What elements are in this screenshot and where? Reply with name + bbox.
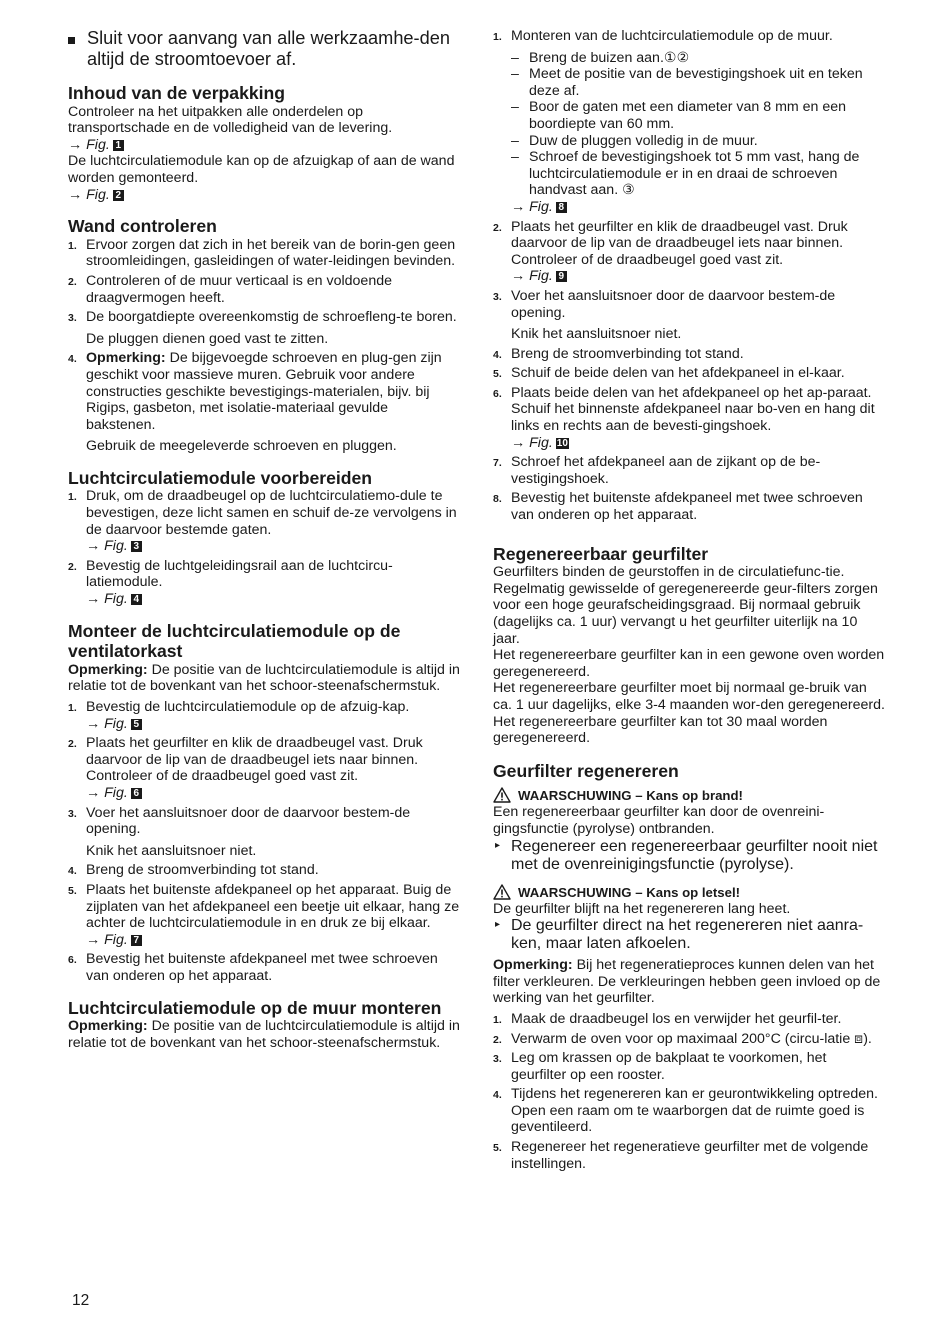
section-mount-on-wall: Luchtcirculatiemodule op de muur monteren Opmerking: De positie van de luchtcirculatiemodule is altijd in relatie tot de bovenkant van het schoor-steenafschermstuk. (68, 997, 460, 1051)
section-title: Luchtcirculatiemodule voorbereiden (68, 467, 373, 488)
list-item: 2. Plaats het geurfilter en klik de draadbeugel vast. Druk daarvoor de lip van de draadbeugel iets naar binnen. Controleer of de draadbeugel goed vast zit. → Fig. 6 (68, 735, 423, 801)
warning-fire: WAARSCHUWING – Kans op brand! (493, 787, 885, 804)
list-item: 1. Bevestig de luchtcirculatiemodule op de afzuig-kap. → Fig. 5 (68, 699, 410, 732)
action-item: ▸ De geurfilter direct na het regenereren niet aanra-ken, maar laten afkoelen. (495, 917, 864, 953)
page-number: 12 (72, 1292, 90, 1309)
section-title: Monteer de luchtcirculatiemodule op de ventilatorkast (68, 620, 401, 662)
list-item: 3. Voer het aansluitsnoer door de daarvoor bestem-de opening. Knik het aansluitsnoer niet. (493, 287, 836, 343)
section-prepare-module (68, 468, 460, 608)
arrow-icon: → (86, 538, 101, 555)
dash-item: – Boor de gaten met een diameter van 8 mm en een boordiepte van 60 mm. (511, 99, 885, 132)
list-item: 1. Monteren van de luchtcirculatiemodule op de muur. – Breng de buizen aan.①② – Meet de positie van de bevestigingshoek uit en teken deze af. – Boor de gaten met een diameter van 8 mm en een boordiepte van 60 mm. – Duw de pluggen volledig in de muur. – Schroef de bevestigingshoek tot 5 mm vast, hang de luchtcirculatiemodule er in en draai de schroeven handvast aan. ③ → Fig. 8 (493, 28, 885, 216)
section-package-contents: Inhoud van de verpakking Controleer na het uitpakken alle onderdelen op transportschade en de volledigheid van de levering. → Fig. 1 De luchtcirculatiemodule kan op de afzuigkap of aan de wand worden gemonteerd. → Fig. 2 (68, 83, 460, 203)
list-item: 4. Breng de stroomverbinding tot stand. (493, 345, 744, 362)
triangle-bullet-icon: ▸ (495, 839, 501, 851)
list-item: 1. Druk, om de draadbeugel op de luchtcirculatiemo-dule te bevestigen, deze licht samen en schuif de-ze vervolgens in de daarvoor bestemde gaten. → Fig. 3 (68, 488, 457, 555)
list-item: 5. Plaats het buitenste afdekpaneel op het apparaat. Buig de zijplaten van het afdekpaneel een beetje uit elkaar, hang ze achter de luchtcirculatiemodule in en druk ze bij elkaar. → Fig. 7 (68, 881, 460, 948)
oven-circulation-icon: ⧈ (854, 1030, 864, 1047)
left-column (68, 28, 460, 1051)
arrow-icon: → (511, 198, 526, 215)
warning-triangle-icon (493, 884, 511, 900)
section-title: Geurfilter regenereren (493, 760, 679, 781)
warning-injury: WAARSCHUWING – Kans op letsel! (493, 884, 885, 901)
arrow-icon: → (68, 186, 83, 203)
list-item: 4. Opmerking: De bijgevoegde schroeven en plug-gen zijn geschikt voor massieve muren. Gebruik voor andere constructies geschikte bevestigings-materialen, bijv. bij Rigips, gasbeton, met isolatie-materiaal gevulde bakstenen. Gebruik de meegeleverde schroeven en pluggen. (68, 350, 442, 455)
list-item: 5. Schuif de beide delen van het afdekpaneel in el-kaar. (493, 365, 845, 382)
dash-item: – Schroef de bevestigingshoek tot 5 mm vast, hang de luchtcirculatiemodule er in en draai de schroeven handvast aan. ③ (511, 149, 885, 199)
section-check-wall (68, 216, 460, 455)
safety-lead: Sluit voor aanvang van alle werkzaamhe-den altijd de stroomtoevoer af. (68, 28, 460, 70)
section-title: Luchtcirculatiemodule op de muur monteren (68, 997, 442, 1018)
list-item: 2. Verwarm de oven voor op maximaal 200°C (circu-latie ⧈). (493, 1030, 872, 1047)
list-item: 8. Bevestig het buitenste afdekpaneel met twee schroeven van onderen op het apparaat. (493, 490, 863, 524)
list-item: 2. Plaats het geurfilter en klik de draadbeugel vast. Druk daarvoor de lip van de draadbeugel iets naar binnen. Controleer of de draadbeugel goed vast zit. → Fig. 9 (493, 218, 848, 285)
section-title: Regenereerbaar geurfilter (493, 543, 709, 564)
warning-triangle-icon (493, 787, 511, 803)
triangle-bullet-icon: ▸ (495, 919, 501, 931)
list-item: 3. Voer het aansluitsnoer door de daarvoor bestem-de opening. Knik het aansluitsnoer niet. (68, 804, 411, 859)
list-item: 2. Bevestig de luchtgeleidingsrail aan de luchtcircu-latiemodule. → Fig. 4 (68, 557, 393, 608)
section-mount-on-fan-housing: Monteer de luchtcirculatiemodule op de ventilatorkast Opmerking: De positie van de luchtcirculatiemodule is altijd in relatie tot de bovenkant van het schoor-steenafschermstuk. 1. Bevestig de luchtcirculatiemodule op de afzuig-kap. → Fig. 5 2. Plaats het geurfilter en klik de draadbeugel vast. Druk daarvoor de lip van de draadbeugel iets naar binnen. Controleer of de draadbeugel goed vast zit. → Fig. 6 3. Voer het aansluitsnoer door de daarvoor bestem-de opening. Knik het aansluitsnoer niet. 4. Breng de stroomverbinding tot stand. 5. Plaats het buitenste afdekpaneel op het apparaat. Buig de zijplaten van het afdekpaneel een beetje uit elkaar, hang ze achter de luchtcirculatiemodule in en druk ze bij elkaar. → Fig. 7 6. Bevestig het buitenste afdekpaneel met twee schroeven van onderen op het apparaat. (68, 620, 460, 984)
arrow-icon: → (86, 931, 101, 948)
square-bullet-icon (68, 37, 75, 44)
list-item: 3. De boorgatdiepte overeenkomstig de schroefleng-te boren. De pluggen dienen goed vast te zitten. (68, 309, 457, 347)
dash-item: – Breng de buizen aan.①② (511, 50, 885, 67)
arrow-icon: → (86, 591, 101, 608)
arrow-icon: → (68, 136, 83, 153)
section-title: Wand controleren (68, 216, 217, 237)
section-wall-mount-steps (493, 28, 885, 524)
list-item: 5. Regenereer het regeneratieve geurfilter met de volgende instellingen. (493, 1139, 869, 1172)
list-item: 4. Breng de stroomverbinding tot stand. (68, 862, 319, 879)
arrow-icon: → (86, 784, 101, 801)
arrow-icon: → (511, 434, 526, 451)
section-title: Inhoud van de verpakking (68, 83, 286, 103)
list-item: 6. Bevestig het buitenste afdekpaneel met twee schroeven van onderen op het apparaat. (68, 951, 438, 984)
dash-item: – Meet de positie van de bevestigingshoek uit en teken deze af. (511, 66, 885, 99)
list-item: 7. Schroef het afdekpaneel aan de zijkant op de be-vestigingshoek. (493, 454, 821, 487)
list-item: 3. Leg om krassen op de bakplaat te voorkomen, het geurfilter op een rooster. (493, 1050, 827, 1083)
list-item: 2. Controleren of de muur verticaal is en voldoende draagvermogen heeft. (68, 272, 392, 306)
fig-ref: → Fig. 1 (68, 137, 460, 154)
dash-item: – Duw de pluggen volledig in de muur. (511, 133, 885, 150)
list-item: 1. Maak de draadbeugel los en verwijder het geurfil-ter. (493, 1010, 842, 1027)
right-column (493, 28, 885, 1172)
arrow-icon: → (86, 715, 101, 732)
arrow-icon: → (511, 268, 526, 285)
list-item: 1. Ervoor zorgen dat zich in het bereik van de borin-gen geen stroomleidingen, gasleidingen of water-leidingen bevinden. (68, 236, 456, 270)
section-regenerable-filter: Regenereerbaar geurfilter Geurfilters binden de geurstoffen in de circulatiefunc-tie. Regelmatig gewisselde of geregenereerde geur-filters zorgen voor een hoge geurafscheidingsgraad. Bij normaal gebruik (dagelijks ca. 1 uur) vervangt u het geurfilter uiterlijk na 10 jaar. Het regenereerbare geurfilter kan in een gewone oven worden geregenereerd. Het regenereerbare geurfilter moet bij normaal ge-bruik van ca. 1 uur dagelijks, elke 3-4 maanden wor-den geregenereerd. Het regenereerbare geurfilter kan tot 30 maal worden geregenereerd. (493, 543, 885, 747)
list-item: 6. Plaats beide delen van het afdekpaneel op het ap-paraat. Schuif het binnenste afdekpaneel naar bo-ven en hang dit links en rechts aan de bevesti-gingshoek. → Fig. 10 (493, 384, 875, 451)
action-item: ▸ Regenereer een regenereerbaar geurfilter nooit niet met de ovenreinigingsfunctie (pyrolyse). (495, 837, 878, 873)
section-regenerate-filter: Geurfilter regenereren WAARSCHUWING – Kans op brand! Een regenereerbaar geurfilter kan door de ovenreini-gingsfunctie (pyrolyse) ontbranden. ▸ Regenereer een regenereerbaar geurfilter nooit niet met de ovenreinigingsfunctie (pyrolyse). WAARSCHUWING – Kans op letsel! De geurfilter blijft na het regenereren lang heet. ▸ De geurfilter direct na het regenereren niet aanra-ken, maar laten afkoelen. Opmerking: Bij het regeneratieproces kunnen delen van het filter verkleuren. De verkleuringen hebben geen invloed op de werking van het geurfilter. 1. Maak de draadbeugel los en verwijder het geurfil-ter. 2. Verwarm de oven voor op maximaal 200°C (circu-latie ⧈). 3. Leg om krassen op de bakplaat te voorkomen, het geurfilter op een rooster. 4. Tijdens het regenereren kan er geurontwikkeling optreden. Open een raam om te waarborgen dat de ruimte goed is geventileerd. 5. Regenereer het regeneratieve geurfilter met de volgende instellingen. (493, 761, 885, 1173)
list-item: 4. Tijdens het regenereren kan er geurontwikkeling optreden. Open een raam om te waarborgen dat de ruimte goed is geventileerd. (493, 1086, 878, 1136)
fig-ref: → Fig. 2 (68, 187, 460, 204)
